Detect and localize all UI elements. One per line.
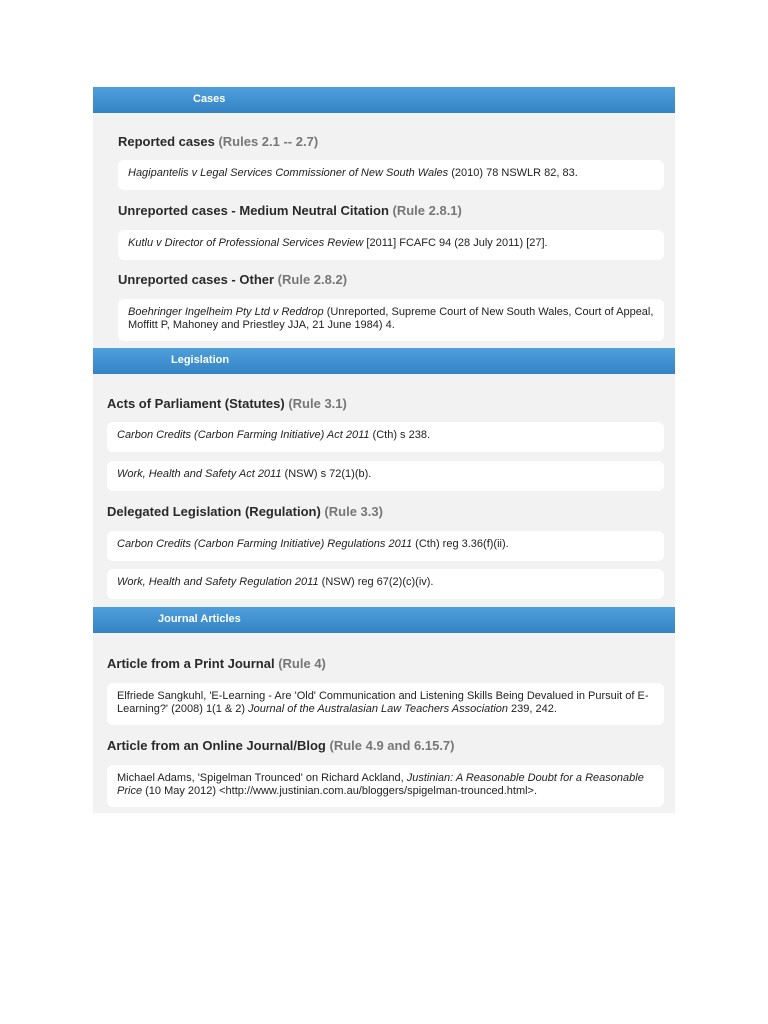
heading-title: Acts of Parliament (Statutes) xyxy=(107,396,285,411)
cases-header-bar xyxy=(93,87,675,113)
unreported-mnc-heading xyxy=(118,203,462,218)
example-rest: (Cth) s 238. xyxy=(369,429,431,441)
example-italic: Carbon Credits (Carbon Farming Initiative) Regulations 2011 xyxy=(117,538,413,550)
unreported-other-heading xyxy=(118,272,347,287)
heading-title: Unreported cases - Other xyxy=(118,272,275,287)
example-card xyxy=(107,569,664,599)
example-card xyxy=(107,683,664,725)
example-italic: Journal of the Australasian Law Teachers Association xyxy=(248,703,508,715)
heading-rule: (Rule 2.8.1) xyxy=(392,203,462,218)
heading-title: Delegated Legislation (Regulation) xyxy=(107,504,321,519)
example-rest: (NSW) s 72(1)(b). xyxy=(281,468,372,480)
example-italic: Hagipantelis v Legal Services Commissioner of New South Wales xyxy=(128,167,449,179)
example-pre: Elfriede Sangkuhl, 'E-Learning - Are 'Old' Communication and Listening Skills Being Devalued in Pursuit of E-Learning?' (2008) 1(1 & 2) xyxy=(117,690,649,715)
delegated-heading xyxy=(107,504,383,519)
heading-title: Reported cases xyxy=(118,134,215,149)
example-card xyxy=(118,230,664,260)
example-rest: (2010) 78 NSWLR 82, 83. xyxy=(448,167,578,179)
example-pre: Michael Adams, 'Spigelman Trounced' on Richard Ackland, xyxy=(117,772,407,784)
example-rest: (Unreported, Supreme Court of New South Wales, Court of Appeal, Moffitt P, Mahoney and Priestley JJA, 21 June 1984) 4. xyxy=(128,306,654,331)
example-card xyxy=(107,422,664,452)
example-card xyxy=(107,531,664,561)
heading-title: Unreported cases - Medium Neutral Citation xyxy=(118,203,389,218)
example-rest: (NSW) reg 67(2)(c)(iv). xyxy=(318,576,434,588)
example-italic: Work, Health and Safety Act 2011 xyxy=(117,468,282,480)
example-italic: Carbon Credits (Carbon Farming Initiative) Act 2011 xyxy=(117,429,370,441)
example-rest: 239, 242. xyxy=(508,703,557,715)
example-italic: Boehringer Ingelheim Pty Ltd v Reddrop xyxy=(128,306,324,318)
example-italic: Justinian: A Reasonable Doubt for a Reasonable Price xyxy=(117,772,644,797)
example-rest: (Cth) reg 3.36(f)(ii). xyxy=(412,538,509,550)
print-journal-heading xyxy=(107,656,326,671)
heading-title: Article from an Online Journal/Blog xyxy=(107,738,326,753)
legislation-header-bar xyxy=(93,348,675,374)
reported-cases-heading xyxy=(118,134,318,149)
legislation-section-title: Legislation xyxy=(171,354,230,366)
journal-section-title: Journal Articles xyxy=(158,613,241,625)
heading-title: Article from a Print Journal xyxy=(107,656,275,671)
acts-heading xyxy=(107,396,347,411)
heading-rule: (Rule 4) xyxy=(278,656,326,671)
example-card xyxy=(107,461,664,491)
example-rest: (10 May 2012) <http://www.justinian.com.au/bloggers/spigelman-trounced.html>. xyxy=(142,785,538,797)
example-card xyxy=(107,765,664,807)
heading-rule: (Rule 3.1) xyxy=(288,396,347,411)
cases-section-title: Cases xyxy=(193,93,226,105)
journal-header-bar xyxy=(93,607,675,633)
example-rest: [2011] FCAFC 94 (28 July 2011) [27]. xyxy=(363,237,548,249)
example-card xyxy=(118,299,664,341)
heading-rule: (Rules 2.1 -- 2.7) xyxy=(218,134,319,149)
online-journal-heading xyxy=(107,738,455,753)
example-italic: Work, Health and Safety Regulation 2011 xyxy=(117,576,319,588)
example-italic: Kutlu v Director of Professional Services Review xyxy=(128,237,364,249)
heading-rule: (Rule 4.9 and 6.15.7) xyxy=(329,738,455,753)
heading-rule: (Rule 2.8.2) xyxy=(277,272,348,287)
heading-rule: (Rule 3.3) xyxy=(324,504,383,519)
example-card xyxy=(118,160,664,190)
